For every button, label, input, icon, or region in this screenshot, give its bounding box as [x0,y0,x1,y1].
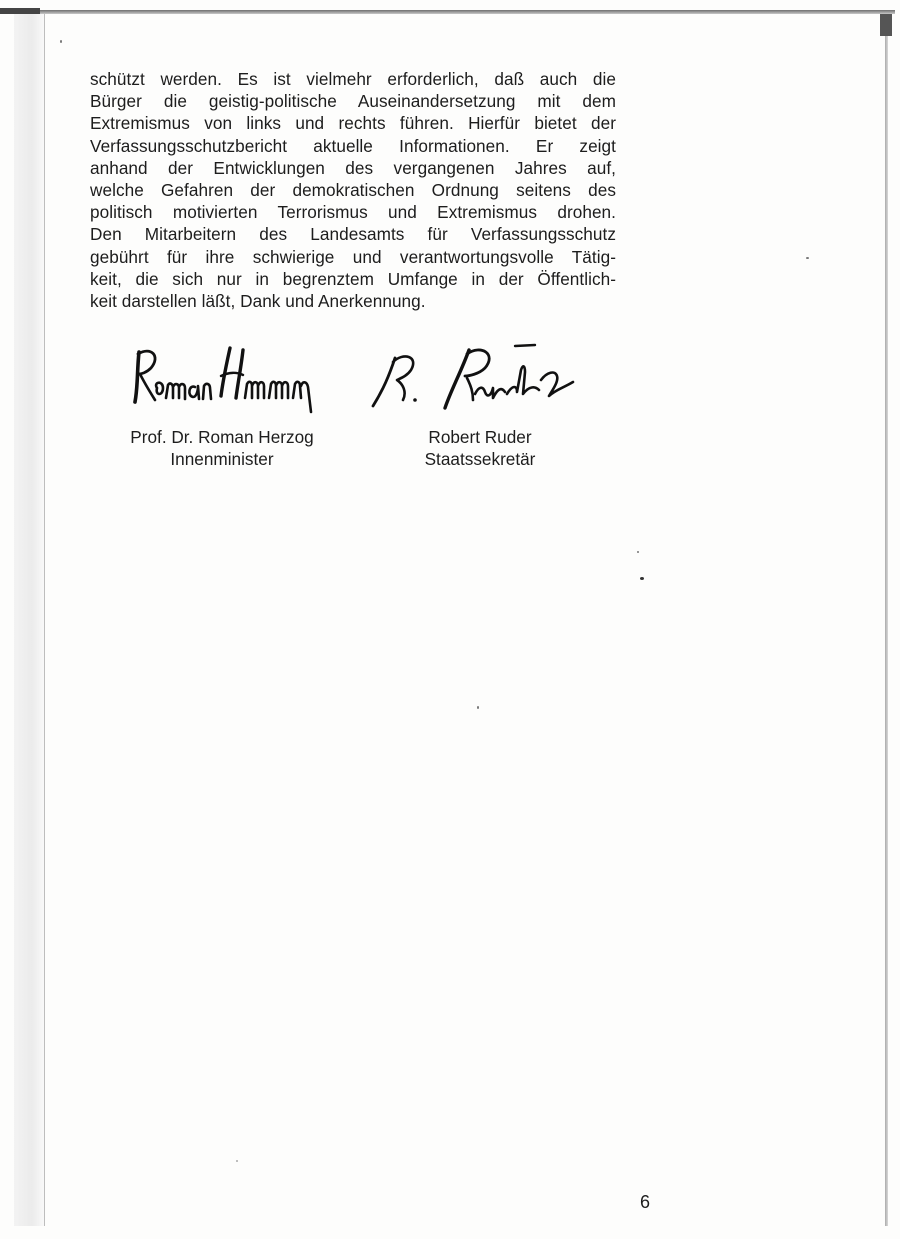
paragraph-line: keit, die sich nur in begrenztem Umfange in der Öffentlich- [90,268,616,289]
signature-block-herzog [104,342,340,470]
handwritten-signature-herzog [117,342,327,418]
paragraph-line: Bürger die geistig-politische Auseinandersetzung mit dem [90,91,616,112]
scan-speck [477,706,479,709]
scan-speck [236,1160,238,1162]
scan-speck [640,577,644,580]
signature-block-ruder [365,342,595,470]
signatory-name: Prof. Dr. Roman Herzog [130,427,314,447]
scan-right-corner [880,14,892,36]
paragraph-line: gebührt für ihre schwierige und verantwortungsvolle Tätig- [90,246,616,267]
paragraph-line: Verfassungsschutzbericht aktuelle Informationen. Er zeigt [90,135,616,156]
paragraph-line: anhand der Entwicklungen des vergangenen Jahres auf, [90,157,616,178]
signatory-role: Staatssekretär [424,449,536,469]
paragraph-line: welche Gefahren der demokratischen Ordnung seitens des [90,180,616,201]
signatory-role: Innenminister [170,449,274,469]
signatory-name: Robert Ruder [428,427,532,447]
paragraph-line: Den Mitarbeitern des Landesamts für Verfassungsschutz [90,224,616,245]
scan-left-fold-line [44,14,45,1226]
page-number: 6 [639,1192,650,1212]
scan-speck [637,551,639,553]
scan-left-binding [14,14,45,1226]
paragraph-line: Extremismus von links und rechts führen. Hierfür bietet der [90,113,616,134]
scan-speck [60,40,62,43]
paragraph-line: politisch motivierten Terrorismus und Extremismus drohen. [90,202,616,223]
scan-speck [806,257,809,259]
scan-right-edge [885,14,888,1226]
paragraph-line: schützt werden. Es ist vielmehr erforderlich, daß auch die [90,69,616,89]
paragraph-line: keit darstellen läßt, Dank und Anerkennung. [90,291,426,312]
body-paragraph [90,68,616,312]
handwritten-signature-ruder [365,342,595,418]
scan-top-edge [0,10,895,14]
